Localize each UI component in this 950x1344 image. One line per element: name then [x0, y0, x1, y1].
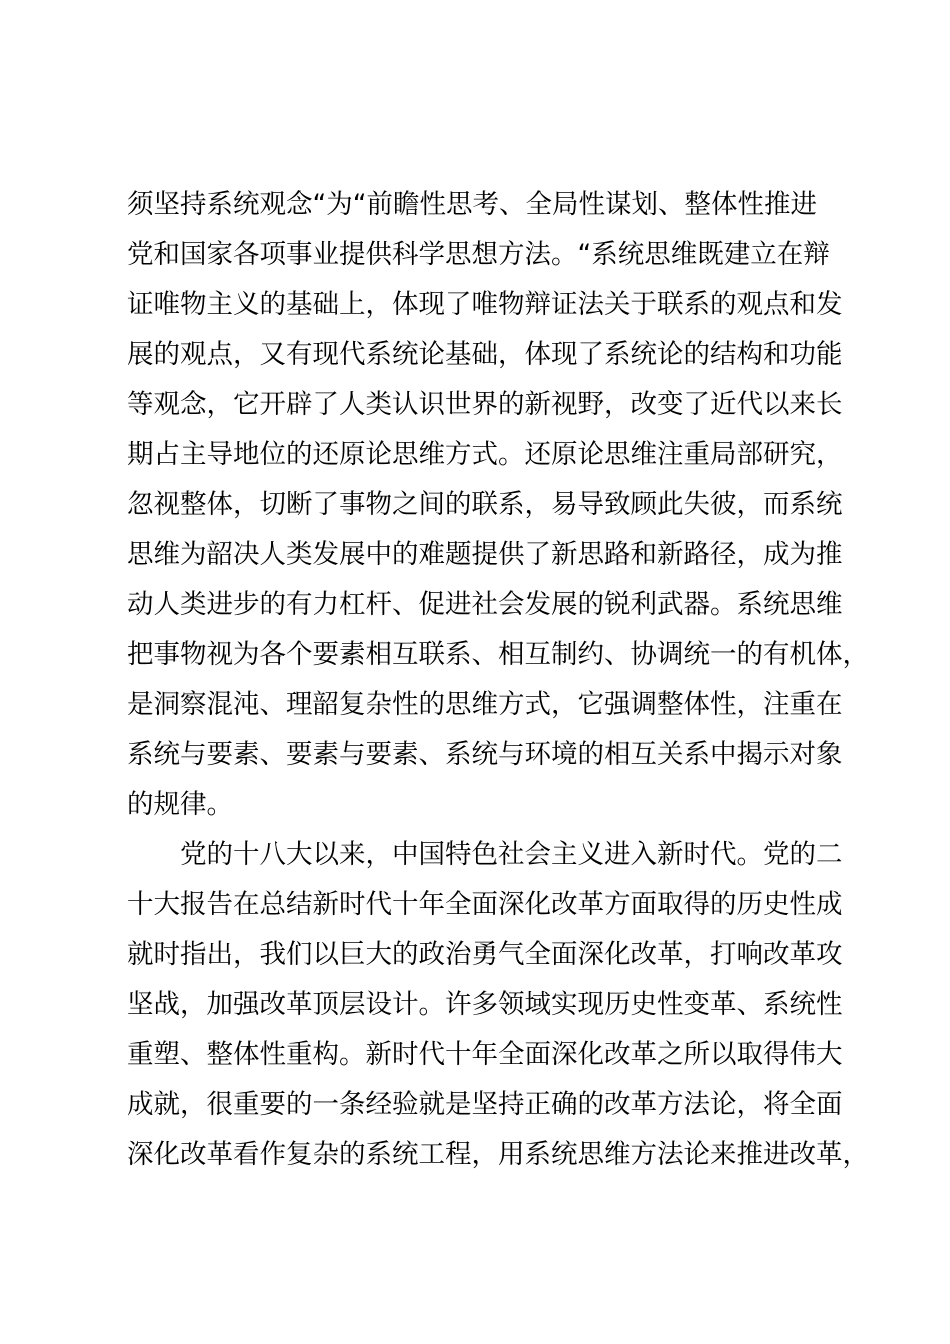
- paragraph-line: 把事物视为各个要素相互联系、相互制约、协调统一的有机体，: [127, 639, 869, 670]
- paragraph-line: 系统与要素、要素与要素、系统与环境的相互关系中揭示对象: [127, 739, 843, 770]
- paragraph-line: 是洞察混沌、理韶复杂性的思维方式，它强调整体性，注重在: [127, 689, 843, 720]
- paragraph-line: 展的观点，又有现代系统论基础，体现了系统论的结构和功能: [127, 339, 843, 370]
- paragraph-line: 期占主导地位的还原论思维方式。还原论思维注重局部研究，: [127, 439, 843, 470]
- body-text: [127, 180, 869, 1180]
- paragraph-line: 证唯物主义的基础上，体现了唯物辩证法关于联系的观点和发: [127, 289, 843, 320]
- paragraph-line: 思维为韶决人类发展中的难题提供了新思路和新路径，成为推: [127, 539, 843, 570]
- paragraph-line: 坚战，加强改革顶层设计。许多领域实现历史性变革、系统性: [127, 989, 843, 1020]
- paragraph-line: 须坚持系统观念“为“前瞻性思考、全局性谋划、整体性推进: [127, 189, 817, 220]
- paragraph-line: 党和国家各项事业提供科学思想方法。“系统思维既建立在辩: [127, 239, 830, 270]
- paragraph-line: 重塑、整体性重构。新时代十年全面深化改革之所以取得伟大: [127, 1039, 843, 1070]
- paragraph-line: 党的十八大以来，中国特色社会主义进入新时代。党的二: [180, 839, 843, 870]
- paragraph-line: 成就，很重要的一条经验就是坚持正确的改革方法论，将全面: [127, 1089, 843, 1120]
- paragraph-1: [127, 180, 869, 830]
- paragraph-line: 十大报告在总结新时代十年全面深化改革方面取得的历史性成: [127, 889, 843, 920]
- paragraph-line: 动人类进步的有力杠杆、促进社会发展的锐利武器。系统思维: [127, 589, 843, 620]
- paragraph-2: [127, 830, 869, 1180]
- paragraph-line: 的规律。: [127, 789, 233, 820]
- paragraph-line: 忽视整体，切断了事物之间的联系，易导致顾此失彼，而系统: [127, 489, 843, 520]
- paragraph-line: 等观念，它开辟了人类认识世界的新视野，改变了近代以来长: [127, 389, 843, 420]
- paragraph-line: 深化改革看作复杂的系统工程，用系统思维方法论来推进改革，: [127, 1139, 869, 1170]
- paragraph-line: 就时指出，我们以巨大的政治勇气全面深化改革，打响改革攻: [127, 939, 843, 970]
